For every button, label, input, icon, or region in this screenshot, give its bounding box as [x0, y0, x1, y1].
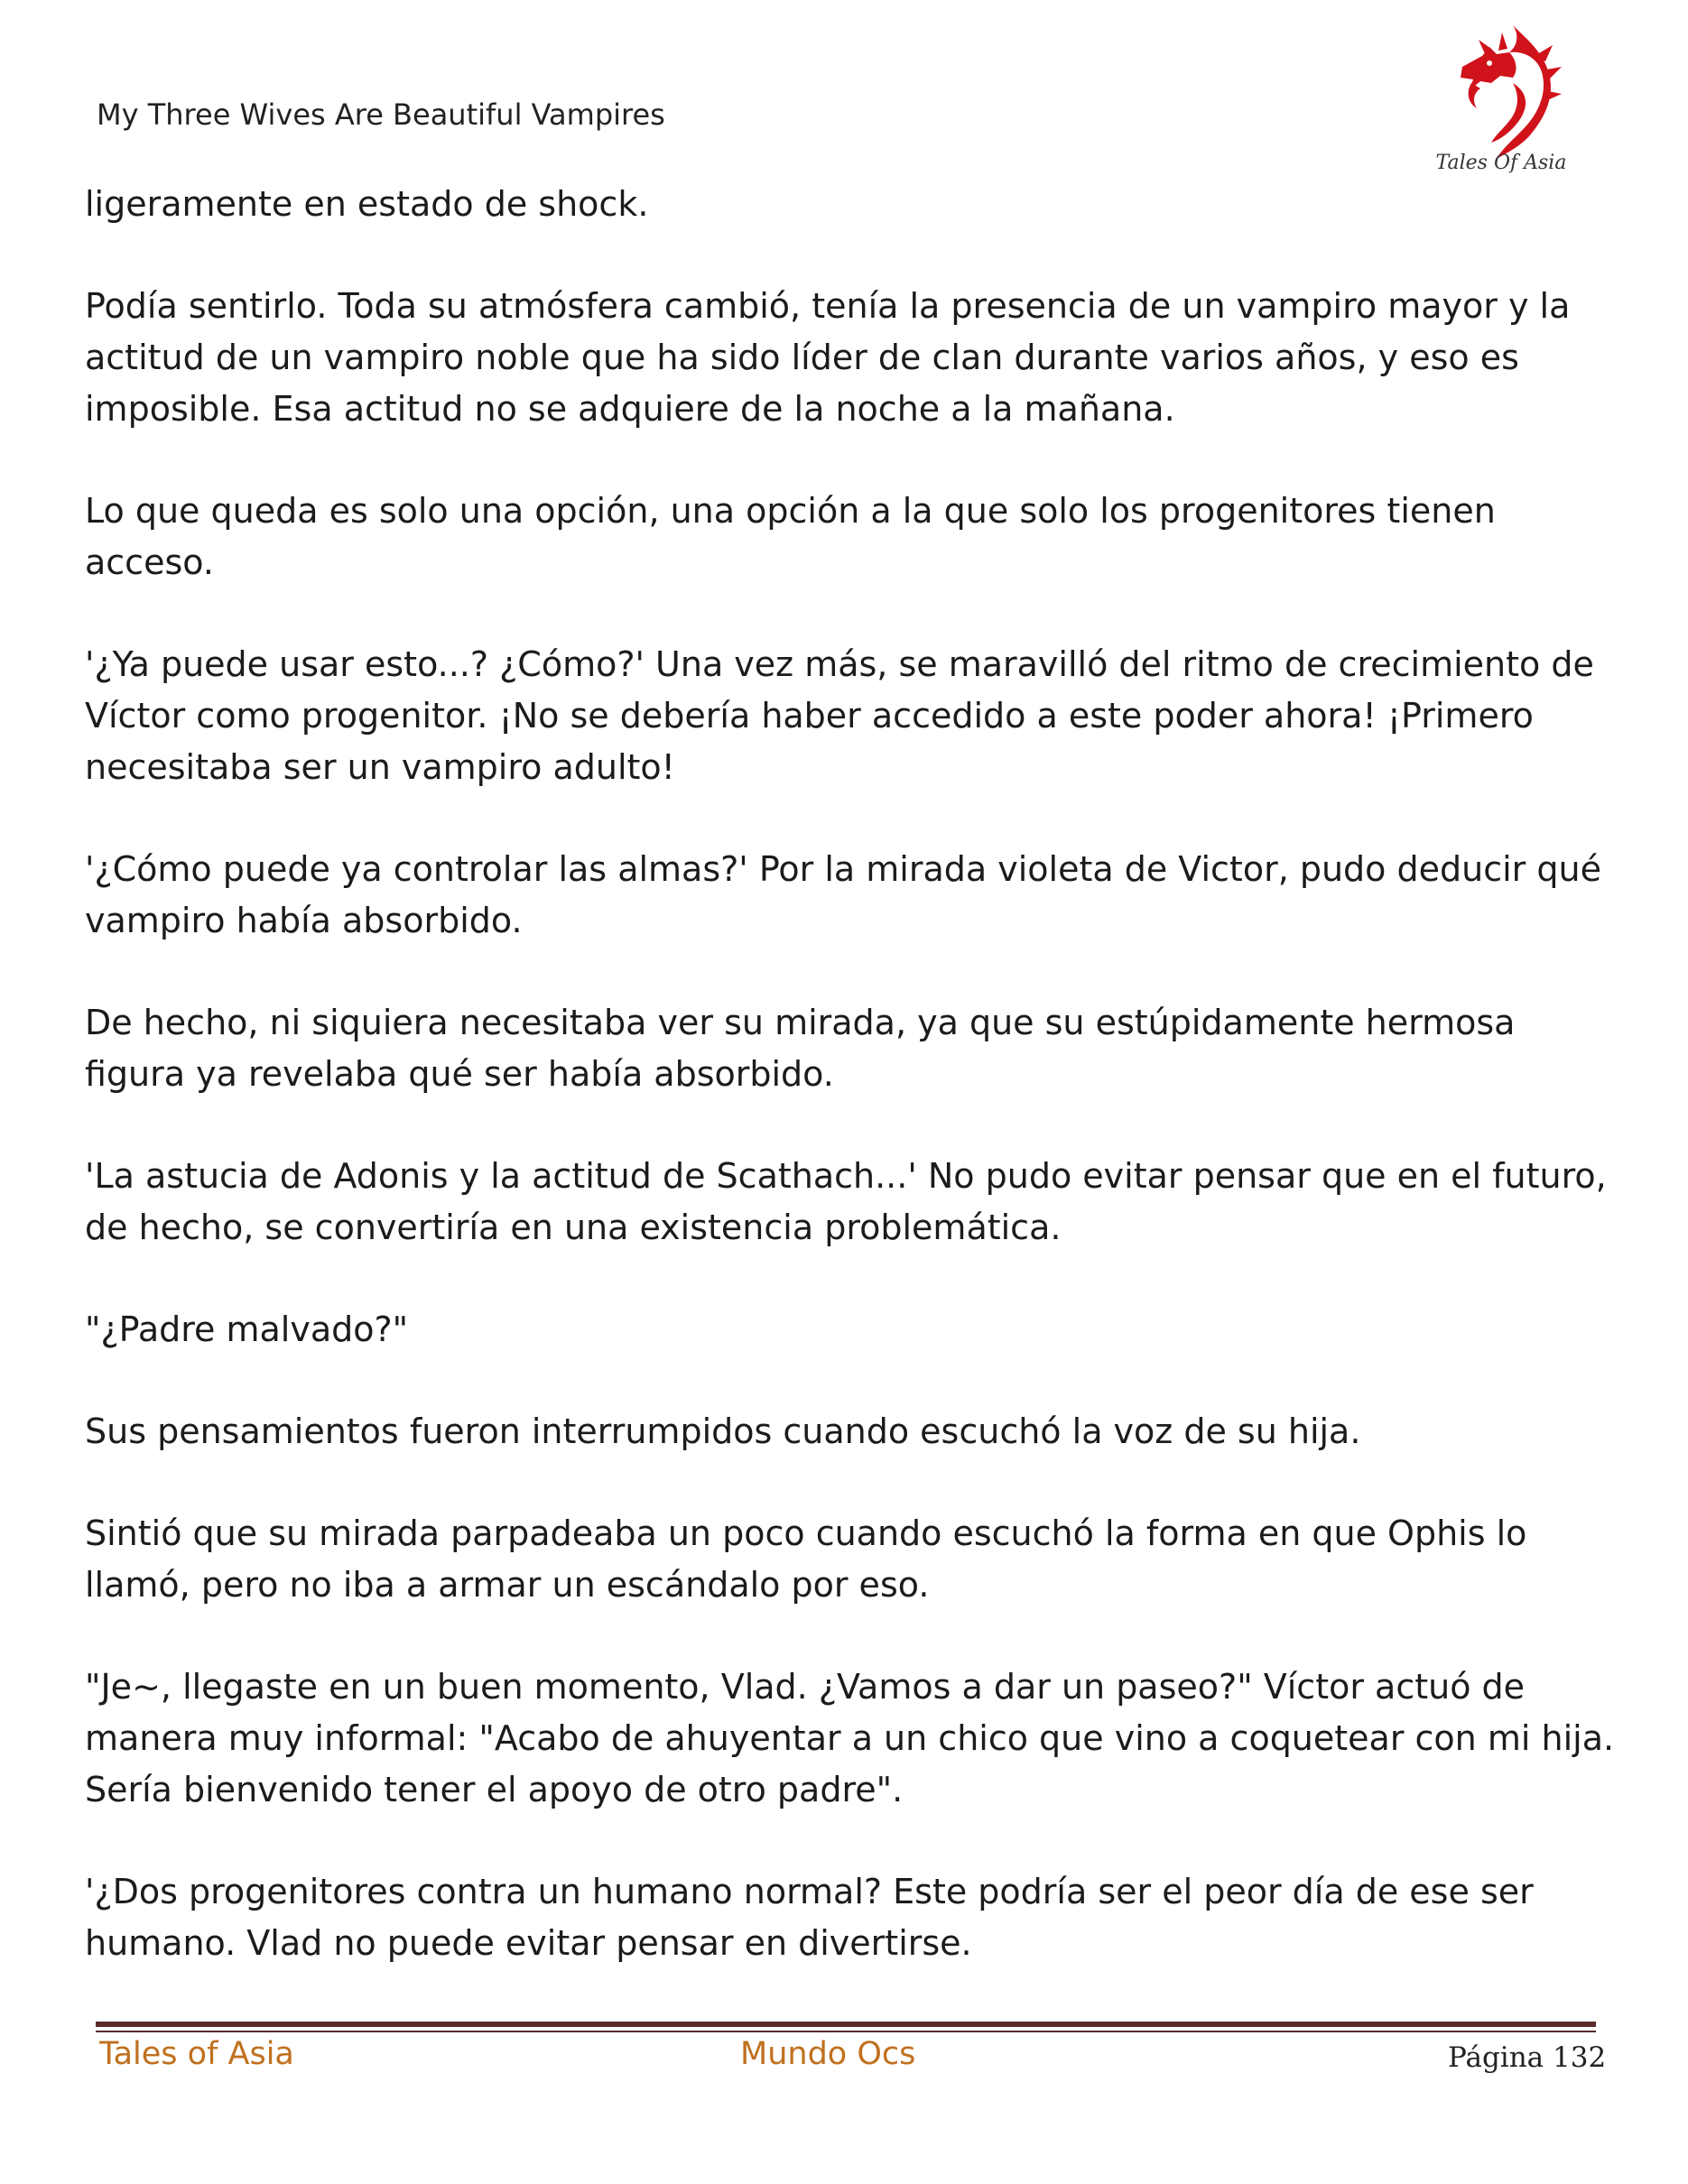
paragraph: Podía sentirlo. Toda su atmósfera cambió, tenía la presencia de un vampiro mayor y la actitud de un vampiro noble que ha sido líder de clan durante varios años, y eso es imposible. Esa actitud no se adquiere de la noche a la mañana.: [85, 286, 1571, 429]
footer-rule-thin: [96, 2031, 1596, 2032]
paragraph: Lo que queda es solo una opción, una opción a la que solo los progenitores tienen acceso.: [85, 491, 1496, 582]
book-title: My Three Wives Are Beautiful Vampires: [97, 97, 665, 132]
chapter-body: [85, 179, 1619, 2020]
paragraph: '¿Ya puede usar esto...? ¿Cómo?' Una vez más, se maravilló del ritmo de crecimiento de Víctor como progenitor. ¡No se debería haber accedido a este poder ahora! ¡Primero necesitaba ser un vampiro adulto!: [85, 644, 1594, 787]
page-number: Página 132: [1448, 2041, 1607, 2074]
footer-site: Mundo Ocs: [740, 2036, 916, 2072]
paragraph: Sintió que su mirada parpadeaba un poco cuando escuchó la forma en que Ophis lo llamó, pero no iba a armar un escándalo por eso.: [85, 1513, 1527, 1605]
paragraph: "Je~, llegaste en un buen momento, Vlad. ¿Vamos a dar un paseo?" Víctor actuó de manera muy informal: "Acabo de ahuyentar a un chico que vino a coquetear con mi hija. Sería bienvenido tener el apoyo de otro padre".: [85, 1667, 1615, 1809]
footer-rule: [96, 2022, 1596, 2027]
paragraph: "¿Padre malvado?": [85, 1309, 409, 1349]
paragraph: 'La astucia de Adonis y la actitud de Scathach...' No pudo evitar pensar que en el futuro, de hecho, se convertiría en una existencia problemática.: [85, 1156, 1607, 1247]
paragraph: Sus pensamientos fueron interrumpidos cuando escuchó la voz de su hija.: [85, 1411, 1361, 1451]
paragraph: De hecho, ni siquiera necesitaba ver su mirada, ya que su estúpidamente hermosa figura ya revelaba qué ser había absorbido.: [85, 1003, 1516, 1094]
footer-publisher: Tales of Asia: [99, 2036, 294, 2072]
paragraph: ligeramente en estado de shock.: [85, 184, 649, 224]
paragraph: '¿Cómo puede ya controlar las almas?' Por la mirada violeta de Victor, pudo deducir qué vampiro había absorbido.: [85, 849, 1601, 940]
logo-text: Tales Of Asia: [1435, 152, 1567, 174]
paragraph: '¿Dos progenitores contra un humano normal? Este podría ser el peor día de ese ser humano. Vlad no puede evitar pensar en divertirse.: [85, 1872, 1534, 1963]
